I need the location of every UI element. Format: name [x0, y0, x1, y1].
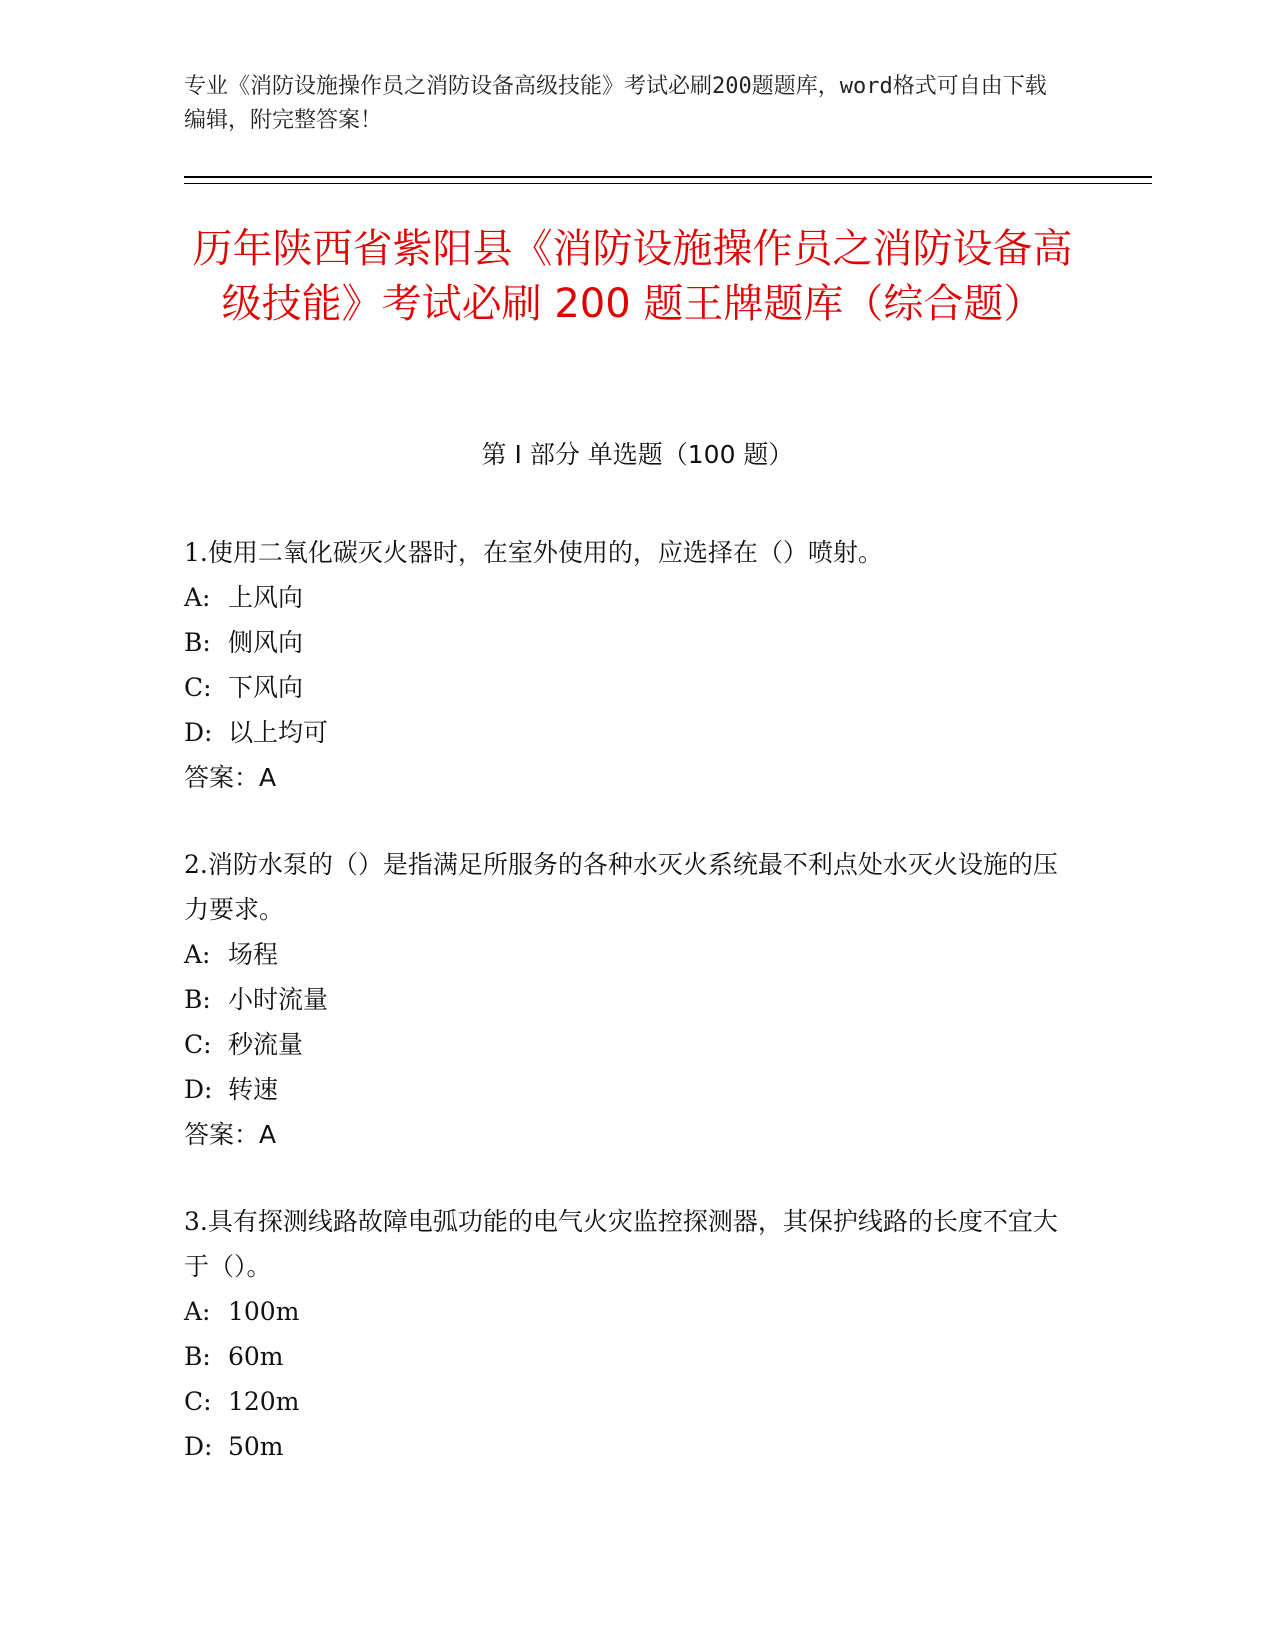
option-letter: B: [184, 1342, 211, 1371]
option-a [184, 932, 1064, 977]
option-letter: A: [184, 940, 211, 969]
option-text: 下风向 [228, 673, 304, 702]
header-divider-thick [184, 176, 1152, 178]
option-letter: D: [184, 718, 213, 747]
option-text: 100m [228, 1297, 300, 1326]
option-b [184, 620, 1064, 665]
header-note: 专业《消防设施操作员之消防设备高级技能》考试必刷200题题库，word格式可自由下载编辑，附完整答案！ [184, 74, 1047, 133]
option-a [184, 575, 1064, 620]
question-2 [184, 842, 1064, 1157]
option-letter: D: [184, 1432, 213, 1461]
answer: 答案：A [184, 1120, 277, 1149]
option-b [184, 1334, 1064, 1379]
question-stem: 3.具有探测线路故障电弧功能的电气火灾监控探测器，其保护线路的长度不宜大于（）。 [184, 1207, 1058, 1281]
option-d [184, 1424, 1064, 1469]
option-text: 秒流量 [228, 1030, 304, 1059]
option-text: 以上均可 [228, 718, 329, 747]
option-text: 120m [228, 1387, 300, 1416]
option-c [184, 665, 1064, 710]
option-text: 侧风向 [228, 628, 304, 657]
option-letter: A: [184, 583, 211, 612]
option-letter: B: [184, 628, 211, 657]
question-list [184, 530, 1064, 1511]
document-title: 历年陕西省紫阳县《消防设施操作员之消防设备高级技能》考试必刷 200 题王牌题库（综合题） [192, 226, 1073, 327]
option-c [184, 1379, 1064, 1424]
option-letter: B: [184, 985, 211, 1014]
question-stem: 1.使用二氧化碳灭火器时，在室外使用的，应选择在（）喷射。 [184, 538, 883, 567]
question-stem: 2.消防水泵的（）是指满足所服务的各种水灭火系统最不利点处水灭火设施的压力要求。 [184, 850, 1058, 924]
section-title: 第 I 部分 单选题（100 题） [481, 440, 794, 469]
question-3 [184, 1199, 1064, 1469]
option-letter: C: [184, 673, 212, 702]
option-letter: D: [184, 1075, 213, 1104]
option-text: 50m [228, 1432, 284, 1461]
option-letter: C: [184, 1030, 212, 1059]
option-letter: A: [184, 1297, 211, 1326]
option-text: 转速 [228, 1075, 279, 1104]
answer: 答案：A [184, 763, 277, 792]
header-divider-thin [184, 183, 1152, 184]
option-text: 上风向 [228, 583, 304, 612]
option-d [184, 1067, 1064, 1112]
question-1 [184, 530, 1064, 800]
option-b [184, 977, 1064, 1022]
option-a [184, 1289, 1064, 1334]
option-c [184, 1022, 1064, 1067]
option-letter: C: [184, 1387, 212, 1416]
option-d [184, 710, 1064, 755]
option-text: 60m [228, 1342, 284, 1371]
option-text: 场程 [228, 940, 279, 969]
option-text: 小时流量 [228, 985, 329, 1014]
